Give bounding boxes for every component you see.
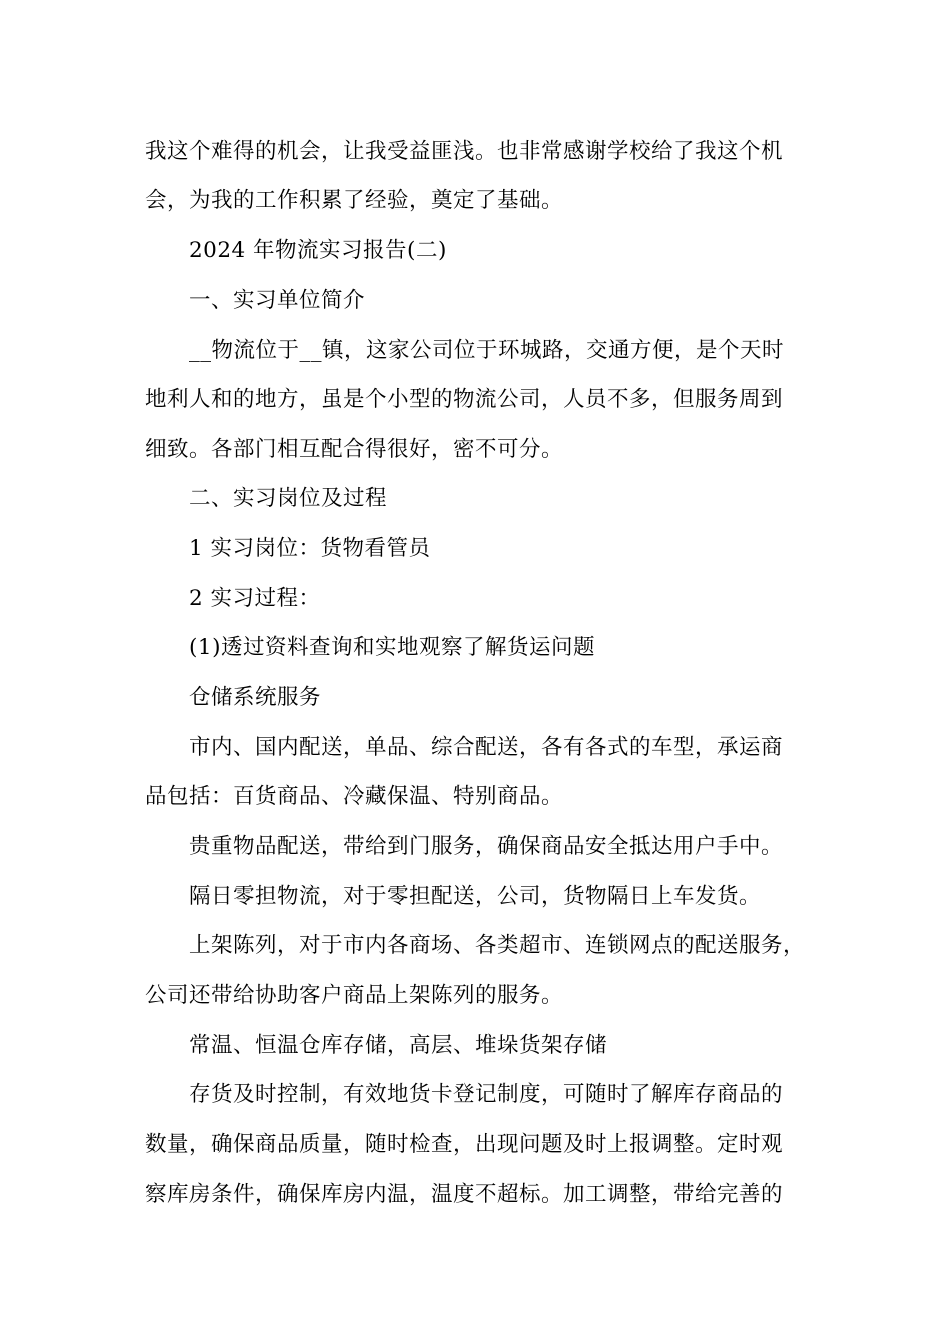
paragraph-line: 贵重物品配送，带给到门服务，确保商品安全抵达用户手中。 bbox=[189, 834, 784, 859]
paragraph-line: 1 实习岗位：货物看管员 bbox=[189, 536, 431, 561]
paragraph-line: 品包括：百货商品、冷藏保温、特别商品。 bbox=[145, 784, 564, 809]
paragraph-line: 公司还带给协助客户商品上架陈列的服务。 bbox=[145, 983, 564, 1008]
paragraph-line: 市内、国内配送，单品、综合配送，各有各式的车型，承运商 bbox=[189, 735, 784, 760]
paragraph-line: 仓储系统服务 bbox=[189, 685, 322, 710]
paragraph-line: (1)透过资料查询和实地观察了解货运问题 bbox=[189, 635, 595, 660]
paragraph-line: 我这个难得的机会，让我受益匪浅。也非常感谢学校给了我这个机 bbox=[145, 139, 784, 164]
section-heading: 二、实习岗位及过程 bbox=[189, 486, 388, 511]
paragraph-line: 会，为我的工作积累了经验，奠定了基础。 bbox=[145, 188, 564, 213]
paragraph-line: 存货及时控制，有效地货卡登记制度，可随时了解库存商品的 bbox=[189, 1082, 784, 1107]
paragraph-line: 2 实习过程： bbox=[189, 586, 321, 611]
paragraph-line: 隔日零担物流，对于零担配送，公司，货物隔日上车发货。 bbox=[189, 884, 762, 909]
paragraph-line: 地利人和的地方，虽是个小型的物流公司，人员不多，但服务周到 bbox=[145, 387, 784, 412]
paragraph-line: 上架陈列，对于市内各商场、各类超市、连锁网点的配送服务， bbox=[189, 933, 806, 958]
paragraph-line: __物流位于__镇，这家公司位于环城路，交通方便，是个天时 bbox=[189, 338, 785, 363]
section-heading: 一、实习单位简介 bbox=[189, 288, 366, 313]
paragraph-line: 细致。各部门相互配合得很好，密不可分。 bbox=[145, 437, 564, 462]
paragraph-line: 察库房条件，确保库房内温，温度不超标。加工调整，带给完善的 bbox=[145, 1182, 784, 1207]
section-title: 2024 年物流实习报告(二) bbox=[189, 238, 447, 263]
paragraph-line: 数量，确保商品质量，随时检查，出现问题及时上报调整。定时观 bbox=[145, 1132, 784, 1157]
paragraph-line: 常温、恒温仓库存储，高层、堆垛货架存储 bbox=[189, 1033, 608, 1058]
